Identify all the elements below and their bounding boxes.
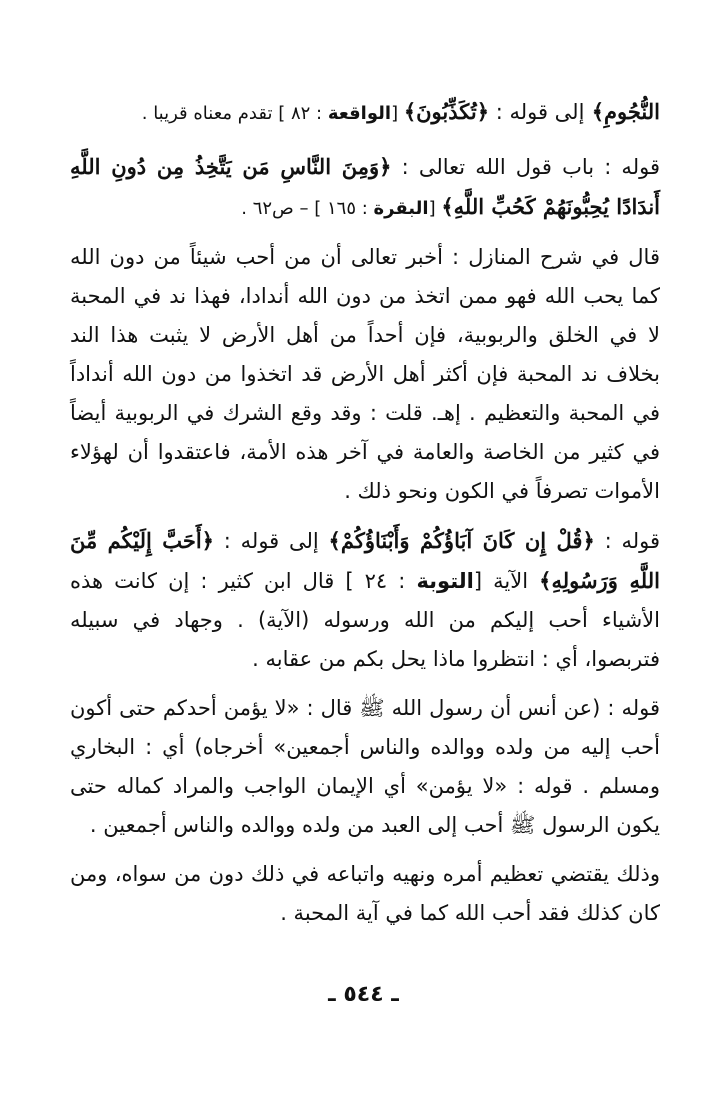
quran-quote: ﴿أَحَبَّ إِلَيْكُم مِّنَ اللَّهِ وَرَسُولِهِ﴾ xyxy=(70,528,660,593)
surah-name: الواقعة xyxy=(327,103,392,124)
quran-quote: ﴿وَمِنَ النَّاسِ مَن يَتَّخِذُ مِن دُونِ اللَّهِ أَندَادًا يُحِبُّونَهُمْ كَحُبِّ اللَّهِ﴾ xyxy=(70,154,660,219)
page-number: ـ ٥٤٤ ـ xyxy=(328,982,399,1007)
text-run: وذلك يقتضي تعظيم أمره ونهيه واتباعه في ذلك دون من سواه، ومن كان كذلك فقد أحب الله كما في آية المحبة . xyxy=(70,862,660,925)
paragraph-6 xyxy=(70,855,660,933)
text-run: قال في شرح المنازل : أخبر تعالى أن من أحب شيئاً من دون الله كما يحب الله فهو ممن اتخذ من دون الله أندادا، فهذا ند في المحبة لا في الخلق والربوبية، فإن أحداً من أهل الأرض لا يثبت هذا الند بخلاف ند المحبة فإن أكثر أهل الأرض قد اتخذوا من دون الله أنداداً في المحبة والتعظيم . إهـ. قلت : وقد وقع الشرك في الربوبية أيضاً في كثير من الخاصة والعامة في آخر هذه الأمة، فاعتقدوا أن لهؤلاء الأموات تصرفاً في الكون ونحو ذلك . xyxy=(70,245,660,503)
text-run: : ٢٤ ] قال ابن كثير : إن كانت هذه الأشياء أحب إليكم من الله ورسوله (الآية) . وجهاد في سبيله فتربصوا، أي : انتظروا ماذا يحل بكم من عقابه . xyxy=(70,569,660,671)
text-run: الآية [ xyxy=(473,569,540,593)
text-run: قوله : xyxy=(594,529,660,553)
paragraph-4 xyxy=(70,521,660,679)
surah-name: البقرة xyxy=(373,198,429,219)
text-run: [ xyxy=(391,103,404,124)
text-run: : ١٦٥ ] – ص٦٢ . xyxy=(241,198,374,219)
paragraph-1 xyxy=(70,92,660,133)
paragraph-3 xyxy=(70,238,660,511)
quran-quote: النُّجُومِ﴾ xyxy=(584,99,660,124)
text-run: قوله : (عن أنس أن رسول الله ﷺ قال : «لا يؤمن أحدكم حتى أكون أحب إليه من ولده ووالده والناس أجمعين» أخرجاه) أي : البخاري ومسلم . قوله : «لا يؤمن» أي الإيمان الواجب والمراد كماله حتى يكون الرسول ﷺ أحب إلى العبد من ولده ووالده والناس أجمعين . xyxy=(70,696,660,837)
text-run: [ xyxy=(428,198,442,219)
quran-quote: ﴿تُكَذِّبُونَ﴾ xyxy=(403,99,490,124)
text-run: إلى قوله : xyxy=(489,100,585,124)
paragraph-2 xyxy=(70,147,660,228)
surah-name: التوبة xyxy=(416,569,474,593)
text-run: : ٨٢ ] تقدم معناه قريبا . xyxy=(141,103,328,124)
text-run: إلى قوله : xyxy=(214,529,329,553)
page-body xyxy=(70,92,660,943)
text-run: قوله : باب قول الله تعالى : xyxy=(391,155,660,179)
quran-quote: ﴿قُلْ إِن كَانَ آبَاؤُكُمْ وَأَبْنَاؤُكُمْ﴾ xyxy=(328,528,595,553)
paragraph-5 xyxy=(70,689,660,845)
